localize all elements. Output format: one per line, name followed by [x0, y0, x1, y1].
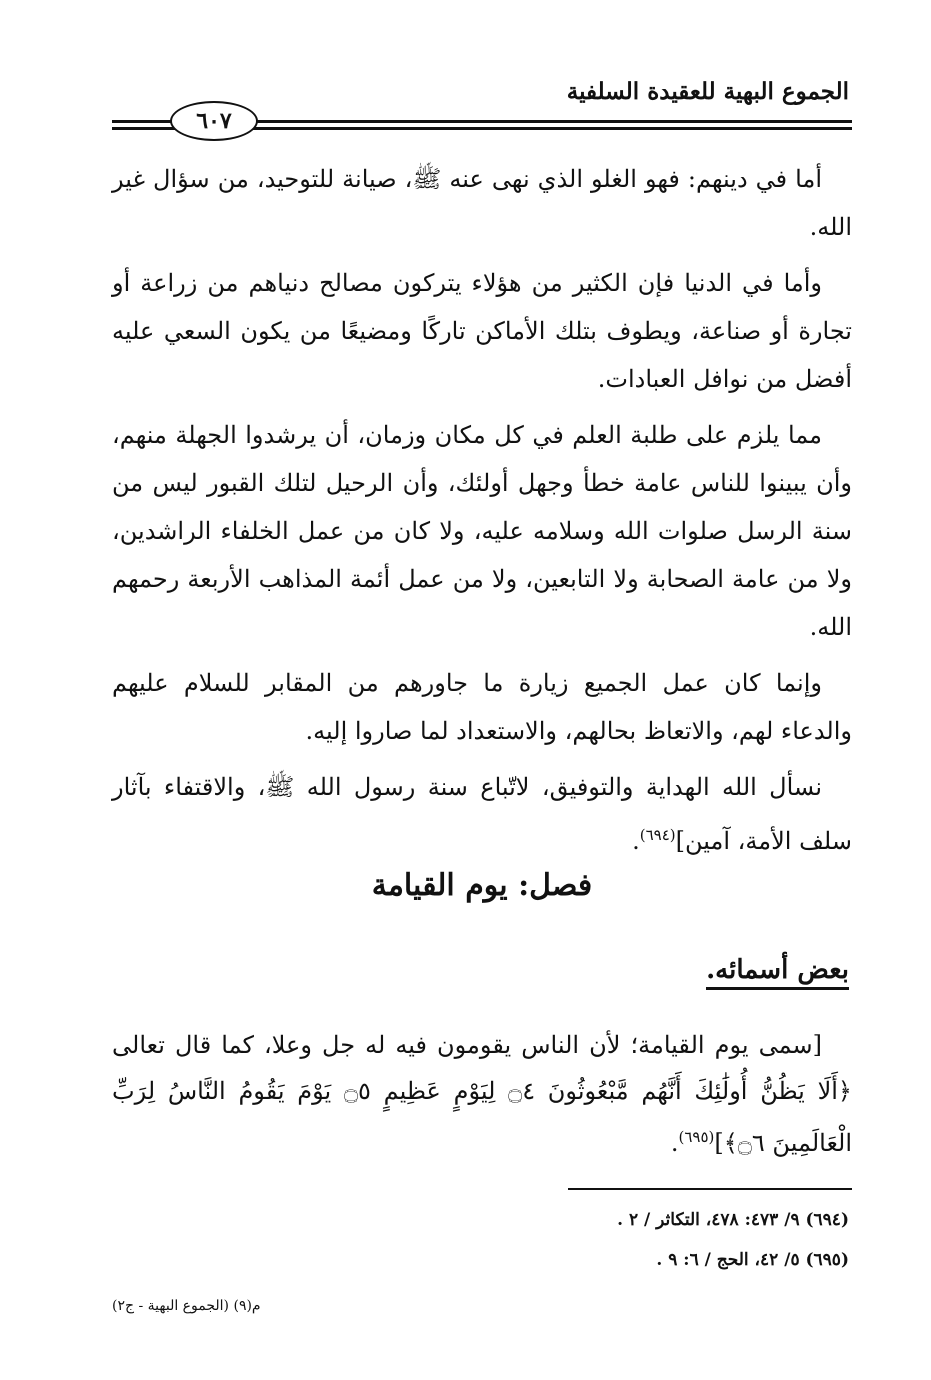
footnote-694: (٦٩٤) ٩/ ٤٧٣: ٤٧٨، التكاثر / ٢ . [617, 1210, 849, 1230]
closing-paragraph [112, 763, 852, 865]
page-number-badge [170, 101, 258, 141]
paragraph: أما في دينهم: فهو الغلو الذي نهى عنه ﷺ، صيانة للتوحيد، من سؤال غير الله. [112, 165, 852, 241]
page-number: ٦٠٧ [196, 108, 232, 134]
quran-text: [سمى يوم القيامة؛ لأن الناس يقومون فيه له جل وعلا، كما قال تعالى ﴿أَلَا يَظُنُّ أُولَٰئِكَ أَنَّهُم مَّبْعُوثُونَ ۝٤ لِيَوْمٍ عَظِيمٍ ۝٥ يَوْمَ يَقُومُ النَّاسُ لِرَبِّ الْعَالَمِينَ ۝٦﴾] [112, 1031, 852, 1157]
main-text [112, 155, 852, 873]
quran-end: . [670, 1129, 679, 1157]
footnote-695: (٦٩٥) ٥/ ٤٢، الحج / ٦: ٩ . [656, 1250, 849, 1270]
paragraph: وأما في الدنيا فإن الكثير من هؤلاء يتركون مصالح دنياهم من زراعة أو تجارة أو صناعة، ويطوف بتلك الأماكن تاركًا ومضيعًا من يكون السعي عليه أفضل من نوافل العبادات. [112, 269, 852, 393]
quran-paragraph [112, 1022, 852, 1166]
footnote-ref-694: (٦٩٤) [639, 826, 676, 844]
subheading-text [112, 1022, 852, 1166]
running-title: الجموع البهية للعقيدة السلفية [566, 78, 849, 105]
closing-text: نسأل الله الهداية والتوفيق، لاتّباع سنة رسول الله ﷺ، والاقتفاء بآثار سلف الأمة، آمين] [112, 773, 852, 855]
subheading: بعض أسمائه. [706, 955, 849, 990]
footnote-separator [568, 1188, 852, 1190]
printer-signature: م(٩) (الجموع البهية - ج٢) [112, 1298, 261, 1314]
paragraph: مما يلزم على طلبة العلم في كل مكان وزمان، أن يرشدوا الجهلة منهم، وأن يبينوا للناس عامة خطأ وجهل أولئك، وأن الرحيل لتلك القبور ليس من سنة الرسل صلوات الله وسلامه عليه، ولا كان من عمل الخلفاء الراشدين، ولا من عامة الصحابة ولا التابعين، ولا من عمل أئمة المذاهب الأربعة رحمهم الله. [112, 421, 852, 641]
section-title: فصل: يوم القيامة [371, 868, 593, 903]
paragraph: وإنما كان عمل الجميع زيارة ما جاورهم من المقابر للسلام عليهم والدعاء لهم، والاتعاظ بحالهم، والاستعداد لما صاروا إليه. [112, 669, 852, 745]
footnote-ref-695: (٦٩٥) [678, 1128, 715, 1146]
closing-end: . [632, 827, 640, 855]
